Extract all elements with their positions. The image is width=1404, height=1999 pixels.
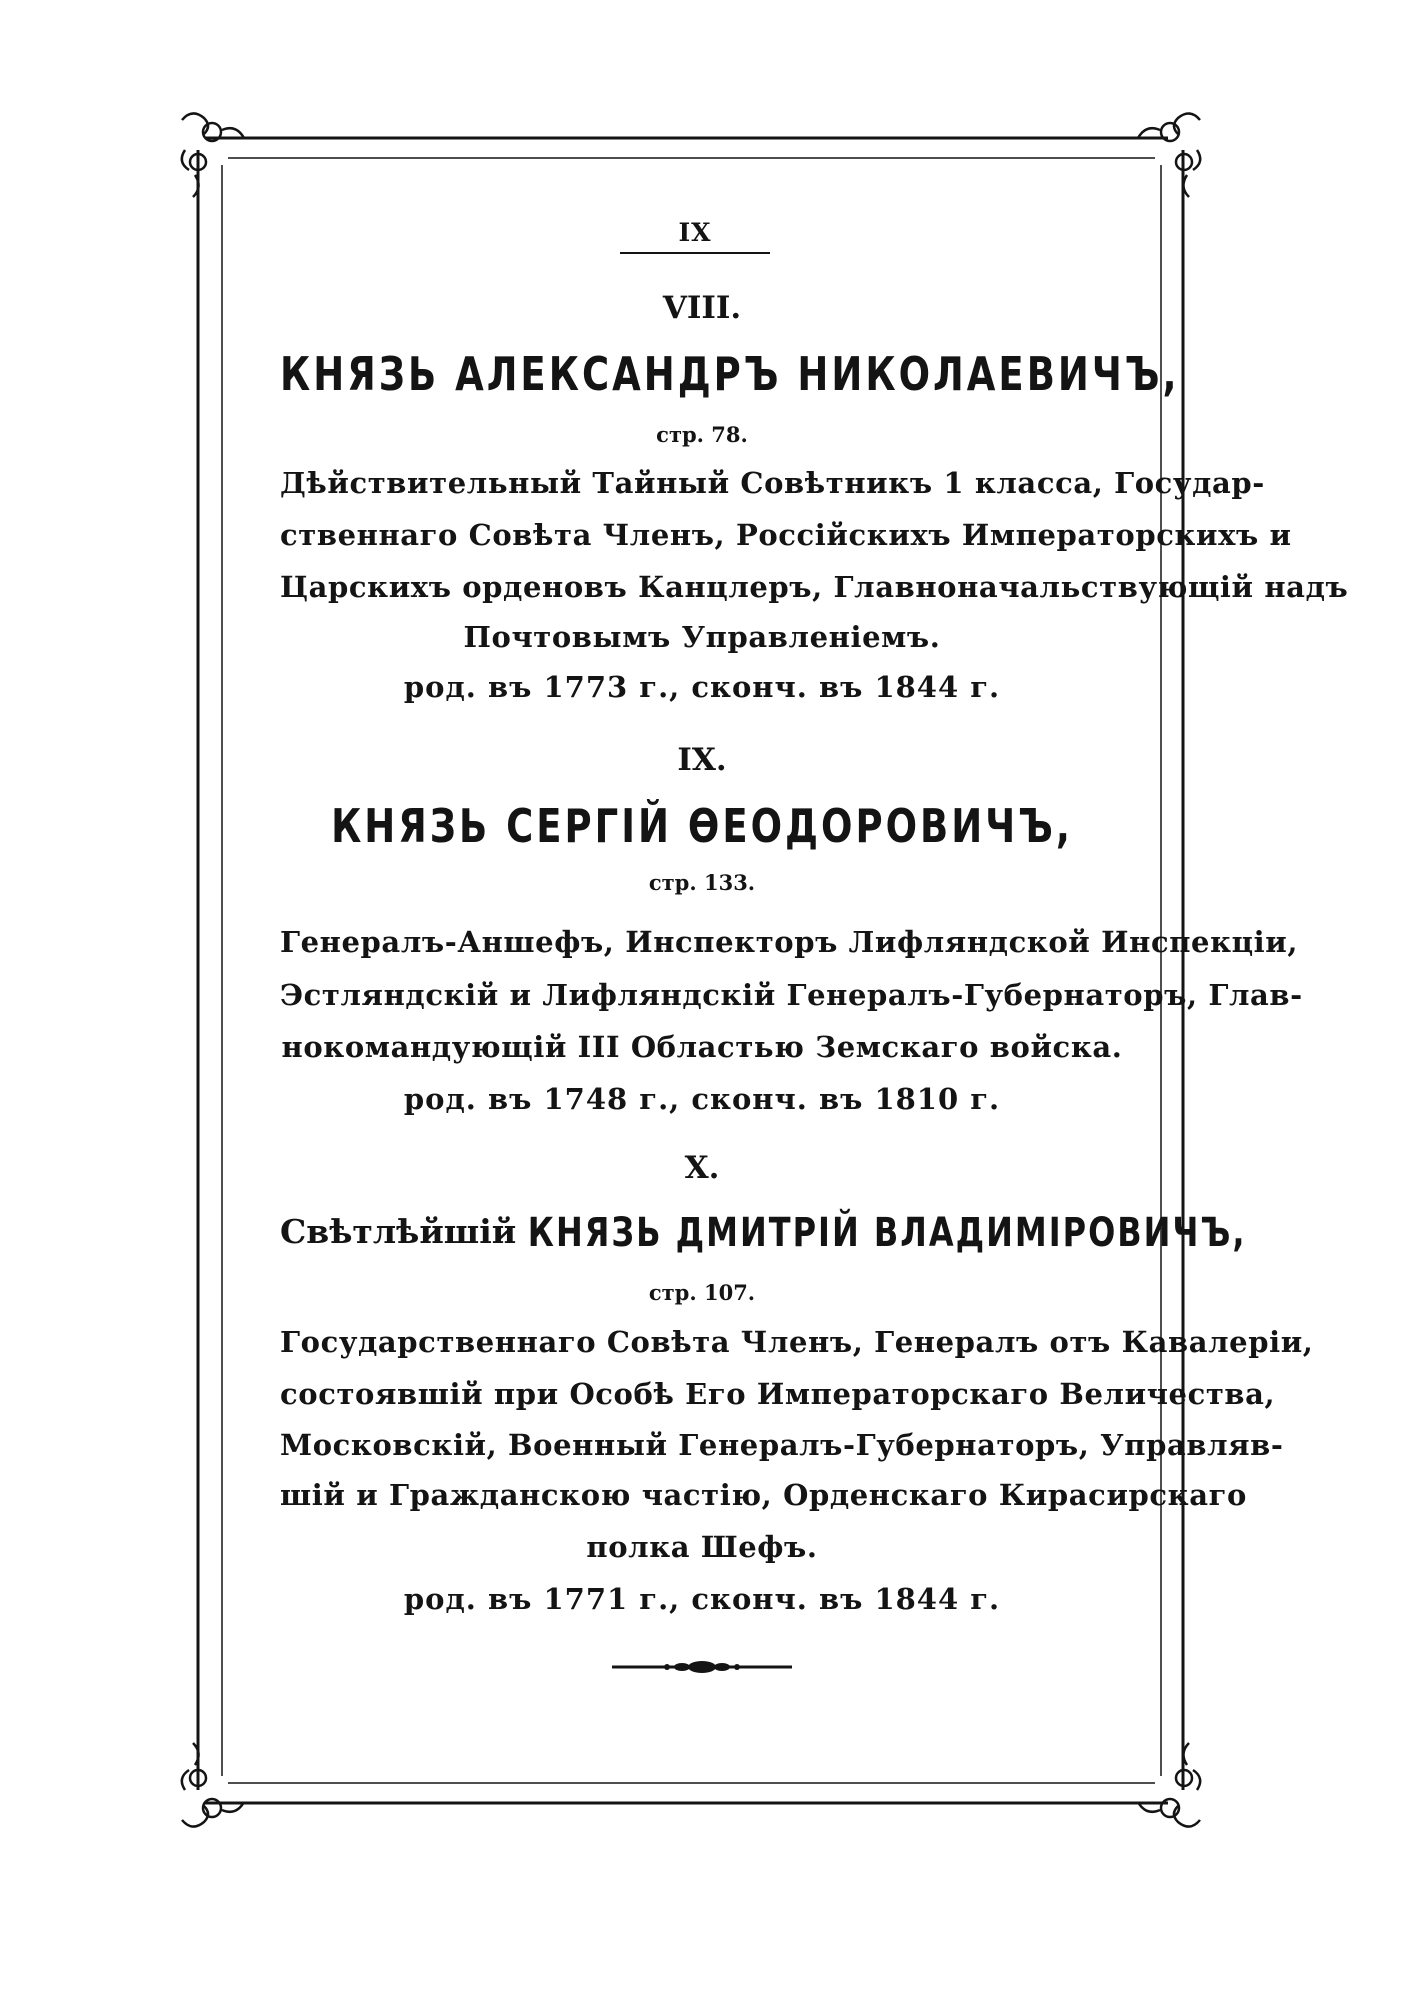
- entry-heading-prefix: Свѣтлѣйшій: [280, 1212, 517, 1251]
- entry-page-ref: стр. 78.: [656, 422, 748, 447]
- entry-numeral: X.: [684, 1150, 720, 1186]
- corner-flourish-top-right: [1138, 113, 1200, 197]
- entry-description-line: состоявшій при Особѣ Его Императорскаго Величества,: [280, 1377, 1276, 1411]
- entry-description-line: полка Шефъ.: [586, 1530, 818, 1564]
- corner-flourish-bottom-right: [1138, 1743, 1200, 1827]
- entry-page-ref: стр. 133.: [648, 870, 756, 895]
- page-number: IX: [678, 218, 712, 247]
- entry-heading: КНЯЗЬ АЛЕКСАНДРЪ НИКОЛАЕВИЧЪ,: [280, 347, 1180, 402]
- entry-description-line: нокомандующій III Областью Земскаго войска.: [281, 1030, 1123, 1064]
- corner-flourish-top-left: [182, 113, 244, 197]
- entry-dates: род. въ 1773 г., сконч. въ 1844 г.: [403, 670, 1001, 704]
- entry-heading: КНЯЗЬ ДМИТРІЙ ВЛАДИМІРОВИЧЪ,: [527, 1208, 1247, 1256]
- entry-numeral: IX.: [677, 742, 727, 778]
- entry-description-line: Дѣйствительный Тайный Совѣтникъ 1 класса, Государ-: [280, 466, 1265, 500]
- entry-description-line: Эстляндскій и Лифляндскій Генералъ-Губернаторъ, Глав-: [280, 978, 1303, 1012]
- tailpiece-ornament: [612, 1657, 792, 1677]
- entry-heading-line: [280, 1208, 1247, 1256]
- entry-description-line: Царскихъ орденовъ Канцлеръ, Главноначальствующій надъ: [280, 570, 1349, 604]
- entry-description-line: ственнаго Совѣта Членъ, Россійскихъ Императорскихъ и: [280, 518, 1292, 552]
- entry-description-line: Почтовымъ Управленіемъ.: [463, 620, 941, 654]
- corner-flourish-bottom-left: [182, 1743, 244, 1827]
- entry-dates: род. въ 1771 г., сконч. въ 1844 г.: [403, 1582, 1001, 1616]
- entry-heading: КНЯЗЬ СЕРГІЙ ѲЕОДОРОВИЧЪ,: [331, 799, 1073, 854]
- entry-page-ref: стр. 107.: [648, 1280, 756, 1305]
- entry-description-line: Генералъ-Аншефъ, Инспекторъ Лифляндской Инспекціи,: [280, 925, 1299, 959]
- entry-numeral: VIII.: [662, 290, 742, 326]
- page-number-rule: [620, 252, 770, 254]
- entry-dates: род. въ 1748 г., сконч. въ 1810 г.: [403, 1082, 1001, 1116]
- entry-description-line: шій и Гражданскою частію, Орденскаго Кирасирскаго: [280, 1478, 1247, 1512]
- entry-description-line: Московскій, Военный Генералъ-Губернаторъ, Управляв-: [280, 1428, 1284, 1462]
- entry-description-line: Государственнаго Совѣта Членъ, Генералъ отъ Кавалеріи,: [280, 1325, 1314, 1359]
